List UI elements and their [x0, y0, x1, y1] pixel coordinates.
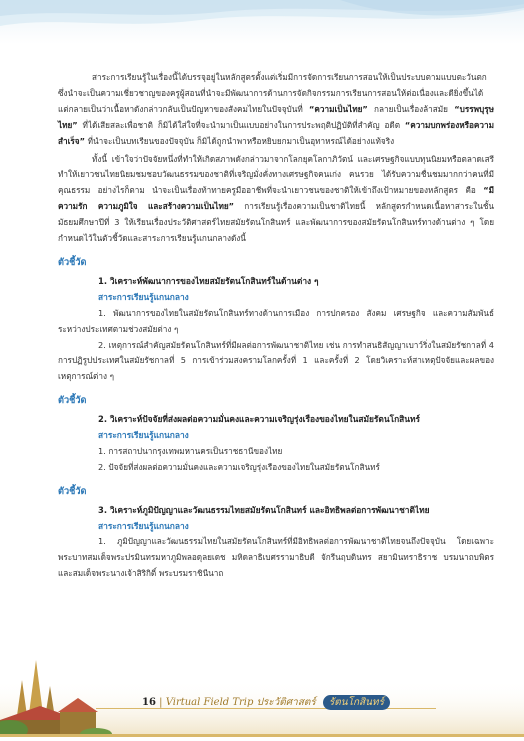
- header-swoosh-decoration: [0, 0, 524, 44]
- emphasis-ancestors: “บรรพบุรุษไทย”: [58, 103, 494, 130]
- indicator-title: 1. วิเคราะห์พัฒนาการของไทยสมัยรัตนโกสินทร์ในด้านต่าง ๆ: [98, 275, 319, 286]
- list-item: 1. พัฒนาการของไทยในสมัยรัตนโกสินทร์ทางด้านการเมือง การปกครอง สังคม เศรษฐกิจ และความสัมพันธ์ระหว่างประเทศตามช่วงสมัยต่าง ๆ: [58, 307, 494, 334]
- indicator-section-3: [58, 484, 494, 582]
- list-item: 1. การสถาปนากรุงเทพมหานครเป็นราชธานีของไทย: [98, 445, 283, 456]
- indicator-section-1: [58, 255, 494, 385]
- core-content-label: สาระการเรียนรู้แกนกลาง: [98, 520, 189, 531]
- footer-illustration: [0, 650, 524, 737]
- list-item: 2. ปัจจัยที่ส่งผลต่อความมั่นคงและความเจริญรุ่งเรืองของไทยในสมัยรัตนโกสินทร์: [98, 461, 380, 472]
- page-number: 16: [142, 697, 156, 708]
- page-content: [58, 70, 494, 582]
- indicator-title: 3. วิเคราะห์ภูมิปัญญาและวัฒนธรรมไทยสมัยรัตนโกสินทร์ และอิทธิพลต่อการพัฒนาชาติไทย: [98, 504, 430, 515]
- indicator-label: ตัวชี้วัด: [58, 256, 87, 268]
- indicator-title: 2. วิเคราะห์ปัจจัยที่ส่งผลต่อความมั่นคงและความเจริญรุ่งเรืองของไทยในสมัยรัตนโกสินทร์: [98, 414, 420, 425]
- emphasis-thainess: “ความเป็นไทย”: [309, 103, 368, 114]
- indicator-label: ตัวชี้วัด: [58, 395, 87, 407]
- emphasis-goal: “มีความรัก ความภูมิใจ และสร้างความเป็นไทย”: [58, 185, 494, 212]
- emphasis-past: “ความบกพร่องหรือความสำเร็จ”: [58, 119, 494, 146]
- second-text-2: การเรียนรู้เรื่องความเป็นชาติไทยนี้ หลักสูตรกำหนดเนื้อหาสาระในชั้นมัธยมศึกษาปีที่ 3 ให้เรียนเรื่องประวัติศาสตร์ไทยสมัยรัตนโกสินทร์ และพัฒนาการของสมัยรัตนโกสินทร์ทางด้านต่าง ๆ โดยกำหนดไว้ในตัวชี้วัดและสาระการเรียนรู้แกนกลางดังนี้: [58, 201, 494, 244]
- intro-text-2: กลายเป็นเรื่องล้าสมัย: [367, 103, 455, 114]
- list-item: 1. ภูมิปัญญาและวัฒนธรรมไทยในสมัยรัตนโกสินทร์ที่มีอิทธิพลต่อการพัฒนาชาติไทยจนถึงปัจจุบัน โดยเฉพาะพระบาทสมเด็จพระปรมินทรมหาภูมิพลอดุลยเดช มหิดลาธิเบศรรามาธิบดี จักรีนฤบดินทร สยามินทราธิราช บรมนาถบพิตร และสมเด็จพระนางเจ้าสิริกิติ์ พระบรมราชินีนาถ: [58, 536, 494, 579]
- intro-paragraph: [58, 70, 494, 150]
- list-item: 2. เหตุการณ์สำคัญสมัยรัตนโกสินทร์ที่มีผลต่อการพัฒนาชาติไทย เช่น การทำสนธิสัญญาเบาว์ริ่งในสมัยรัชกาลที่ 4 การปฏิรูปประเทศในสมัยรัชกาลที่ 5 การเข้าร่วมสงครามโลกครั้งที่ 1 และครั้งที่ 2 โดยวิเคราะห์สาเหตุปัจจัยและผลของเหตุการณ์ต่าง ๆ: [58, 339, 494, 382]
- second-text-1: ทั้งนี้ เข้าใจว่าปัจจัยหนึ่งที่ทำให้เกิดสภาพดังกล่าวมาจากโลกยุคโลกาภิวัตน์ และเศรษฐกิจแบบทุนนิยมหรือตลาดเสรี ทำให้เยาวชนไทยนิยมชมชอบวัฒนธรรมของชาติที่เจริญมั่งคั่งทางเศรษฐกิจคนเก่ง คนรวย ได้รับความชื่นชมมากกว่าคนที่มีคุณธรรม อย่างไรก็ตาม นำจะเป็นเรื่องท้าทายครูมืออาชีพที่จะนำเยาวชนของชาติให้เข้าถึงเป้าหมายของหลักสูตร คือ: [58, 153, 494, 196]
- indicator-label: ตัวชี้วัด: [58, 485, 87, 497]
- indicator-section-2: [58, 393, 494, 476]
- core-content-label: สาระการเรียนรู้แกนกลาง: [98, 291, 189, 302]
- header-band: [0, 0, 524, 44]
- footer-separator: |: [155, 697, 166, 708]
- second-paragraph: [58, 152, 494, 247]
- footer-title: Virtual Field Trip ประวัติศาสตร์: [165, 697, 316, 708]
- footer-badge: รัตนโกสินทร์: [323, 695, 390, 710]
- intro-text-4: ที่นำจะเป็นบทเรียนของปัจจุบัน ก็มิได้ถูกนำพาหรือหยิบยกมาเป็นอุทาหรณ์ได้อย่างแท้จริง: [84, 135, 395, 146]
- intro-text-1: สาระการเรียนรู้ในเรื่องนี้ได้บรรจุอยู่ในหลักสูตรตั้งแต่เริ่มมีการจัดการเรียนการสอนให้เป็นประบบตามแบบตะวันตก ซึ่งนำจะเป็นความเชี่ยวชาญของครูผู้สอนที่นำจะมีพัฒนาการด้านการจัดกิจกรรมการเรียนการสอนให้ต่อเนื่องและดียิ่งขึ้นได้ แต่กลายเป็นว่าเนื้อหาดังกล่าวกลับเป็นปัญหาของสังคมไทยในปัจจุบันที่: [58, 72, 487, 114]
- temple-skyline-decoration: [0, 650, 524, 737]
- intro-text-3: ที่ได้เสียสละเพื่อชาติ ก็มิได้ใส่ใจที่จะนำมาเป็นแบบอย่างในการประพฤติปฏิบัติที่สำคัญ อดีต: [77, 119, 405, 130]
- core-content-label: สาระการเรียนรู้แกนกลาง: [98, 430, 189, 441]
- page-footer: [96, 695, 436, 710]
